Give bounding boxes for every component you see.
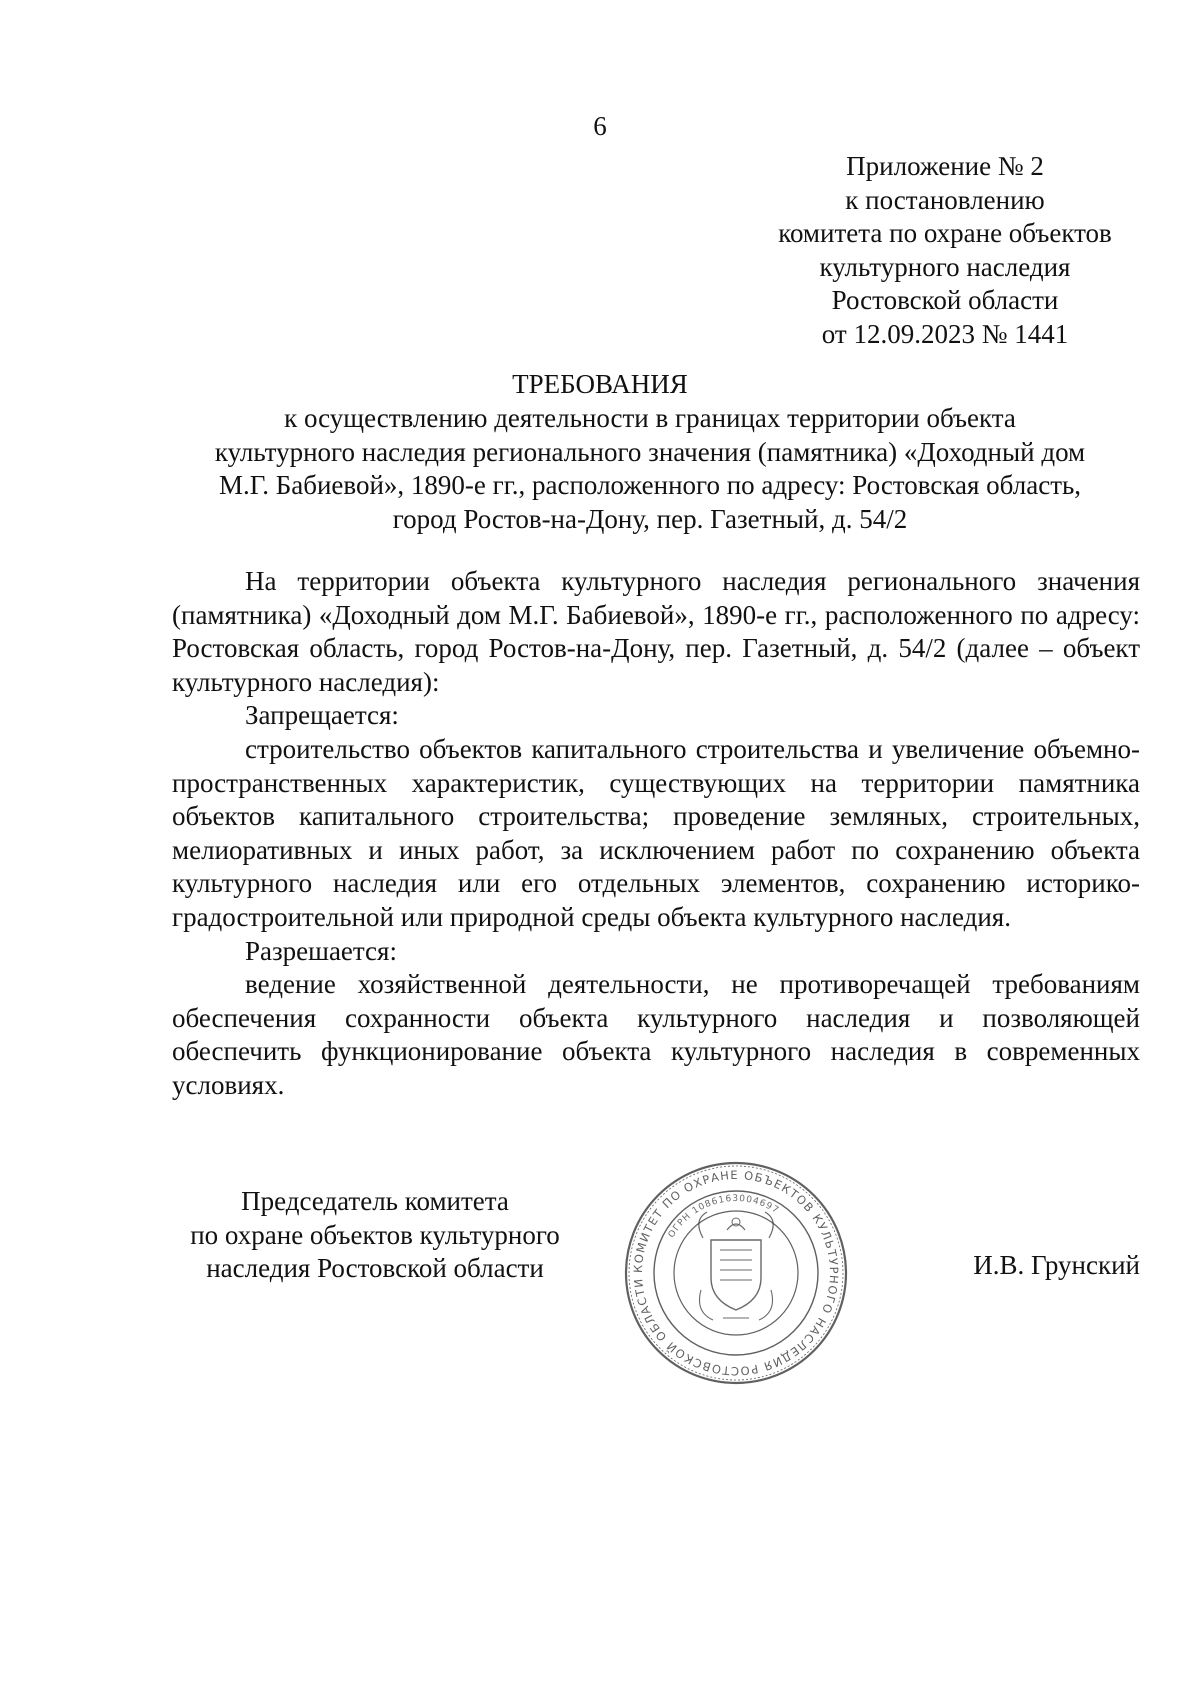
document-body: [172, 565, 1140, 1103]
seal-outer-text: КОМИТЕТ ПО ОХРАНЕ ОБЪЕКТОВ КУЛЬТУРНОГО НАСЛЕДИЯ РОСТОВСКОЙ ОБЛАСТИ: [630, 1167, 842, 1379]
page-number: 6: [593, 111, 607, 141]
official-seal-stamp: [623, 1160, 849, 1386]
appendix-line: культурного наследия: [819, 251, 1071, 282]
subtitle-line: М.Г. Бабиевой», 1890-е гг., расположенного по адресу: Ростовская область,: [218, 470, 1082, 500]
document-subtitle: [190, 402, 1110, 536]
allowed-paragraph: ведение хозяйственной деятельности, не противоречащей требованиям обеспечения сохранности объекта культурного наследия и позволяющей обеспечить функционирование объекта культурного наследия в современных условиях.: [172, 969, 1140, 1100]
subtitle-line: культурного наследия регионального значения (памятника) «Доходный дом: [214, 436, 1086, 467]
position-line: по охране объектов культурного: [190, 1219, 560, 1250]
subtitle-line: город Ростов-на-Дону, пер. Газетный, д. 54/2: [392, 503, 908, 534]
subtitle-line: к осуществлению деятельности в границах территории объекта: [284, 403, 1016, 433]
appendix-line: Приложение № 2: [846, 151, 1044, 181]
appendix-line: к постановлению: [845, 184, 1045, 215]
prohibited-paragraph: строительство объектов капитального строительства и увеличение объемно-пространственных характеристик, существующих на территории памятника объектов капитального строительства; проведение земляных, строительных, мелиоративных и иных работ, за исключением работ по сохранению объекта культурного наследия или его отдельных элементов, сохранению историко-градостроительной или природной среды объекта культурного наследия.: [172, 733, 1140, 932]
position-line: Председатель комитета: [241, 1186, 509, 1216]
appendix-header: [745, 150, 1145, 352]
signatory-name: И.В. Грунский: [973, 1250, 1140, 1280]
position-line: наследия Ростовской области: [206, 1253, 544, 1283]
document-title: ТРЕБОВАНИЯ: [512, 369, 688, 399]
appendix-line: Ростовской области: [831, 285, 1059, 316]
appendix-line: комитета по охране объектов: [778, 218, 1112, 249]
coat-of-arms-emblem: [699, 1212, 773, 1320]
prohibited-heading: Запрещается:: [245, 700, 399, 731]
seal-inner-text: ОГРН 1086163004697: [666, 1193, 781, 1240]
allowed-heading: Разрешается:: [245, 935, 397, 966]
signatory-position: [160, 1185, 590, 1286]
intro-paragraph: На территории объекта культурного наследия регионального значения (памятника) «Доходный дом М.Г. Бабиевой», 1890-е гг., расположенного по адресу: Ростовская область, город Ростов-на-Дону, пер. Газетный, д. 54/2 (далее – объект культурного наследия):: [172, 566, 1140, 697]
appendix-line: от 12.09.2023 № 1441: [821, 318, 1069, 349]
